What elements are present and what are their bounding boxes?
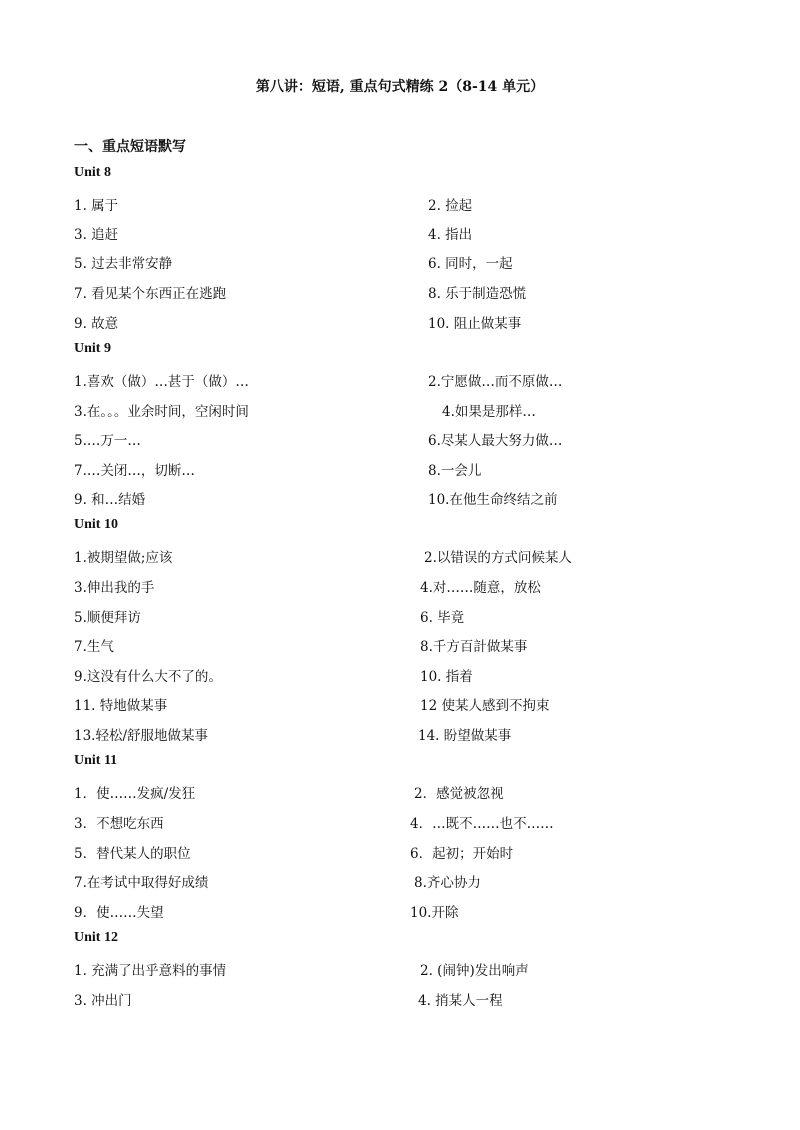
phrase-item: 2.以错误的方式问候某人 (424, 550, 572, 566)
phrase-item: 14. 盼望做某事 (418, 728, 512, 744)
phrase-item: 2.宁愿做…而不原做… (428, 374, 563, 390)
phrase-item: 2. (闹钟)发出响声 (420, 963, 529, 979)
phrase-item: 9.这没有什么大不了的。 (74, 669, 222, 685)
unit-heading: Unit 10 (74, 517, 118, 532)
unit-heading: Unit 8 (74, 165, 111, 180)
phrase-item: 4. 捎某人一程 (418, 993, 503, 1009)
unit-heading: Unit 12 (74, 930, 118, 945)
phrase-item: 4.对……随意，放松 (420, 580, 541, 596)
page-title: 第八讲：短语, 重点句式精练 2（8-14 单元） (255, 79, 545, 95)
phrase-item: 1.喜欢（做）…甚于（做）… (74, 374, 249, 390)
phrase-item: 1.被期望做;应该 (74, 550, 173, 566)
phrase-item: 9. 和…结婚 (74, 492, 146, 508)
phrase-item: 10. 指着 (420, 669, 473, 685)
phrase-item: 8.齐心协力 (414, 875, 481, 891)
phrase-item: 2．感觉被忽视 (414, 786, 504, 802)
phrase-item: 9．使……失望 (74, 905, 164, 921)
phrase-item: 11. 特地做某事 (74, 698, 168, 714)
phrase-item: 1. 属于 (74, 198, 119, 214)
phrase-item: 3. 追赶 (74, 227, 119, 243)
phrase-item: 4．…既不……也不…… (410, 816, 554, 832)
unit-heading: Unit 11 (74, 753, 118, 768)
phrase-item: 3.在。。。业余时间，空闲时间 (74, 404, 249, 420)
phrase-item: 10.在他生命终结之前 (428, 492, 558, 508)
phrase-item: 2. 捡起 (428, 198, 473, 214)
phrase-item: 13.轻松/舒服地做某事 (74, 728, 209, 744)
phrase-item: 5. 过去非常安静 (74, 256, 173, 272)
phrase-item: 6．起初；开始时 (410, 846, 514, 862)
phrase-item: 4. 指出 (428, 227, 473, 243)
phrase-item: 3. 冲出门 (74, 993, 132, 1009)
phrase-item: 7. 看见某个东西正在逃跑 (74, 286, 227, 302)
phrase-item: 7.在考试中取得好成绩 (74, 875, 209, 891)
phrase-item: 5.顺便拜访 (74, 610, 141, 626)
phrase-item: 5.…万一… (74, 433, 141, 449)
phrase-item: 1．使……发疯/发狂 (74, 786, 196, 802)
phrase-item: 8.千方百計做某事 (420, 639, 528, 655)
phrase-item: 4.如果是那样… (442, 404, 536, 420)
phrase-item: 10.开除 (410, 905, 459, 921)
phrase-item: 8.一会儿 (428, 463, 482, 479)
phrase-item: 3.伸出我的手 (74, 580, 155, 596)
phrase-item: 6. 同时，一起 (428, 256, 513, 272)
phrase-item: 8. 乐于制造恐慌 (428, 286, 527, 302)
phrase-item: 12 使某人感到不拘束 (420, 698, 550, 714)
phrase-item: 10. 阻止做某事 (428, 316, 522, 332)
phrase-item: 9. 故意 (74, 316, 119, 332)
phrase-item: 7.…关闭…，切断… (74, 463, 195, 479)
phrase-item: 7.生气 (74, 639, 114, 655)
phrase-item: 6. 毕竟 (420, 610, 465, 626)
phrase-item: 3．不想吃东西 (74, 816, 164, 832)
phrase-item: 6.尽某人最大努力做… (428, 433, 563, 449)
phrase-item: 1. 充满了出乎意料的事情 (74, 963, 227, 979)
phrase-item: 5．替代某人的职位 (74, 846, 191, 862)
section-heading: 一、重点短语默写 (74, 139, 186, 155)
unit-heading: Unit 9 (74, 341, 111, 356)
